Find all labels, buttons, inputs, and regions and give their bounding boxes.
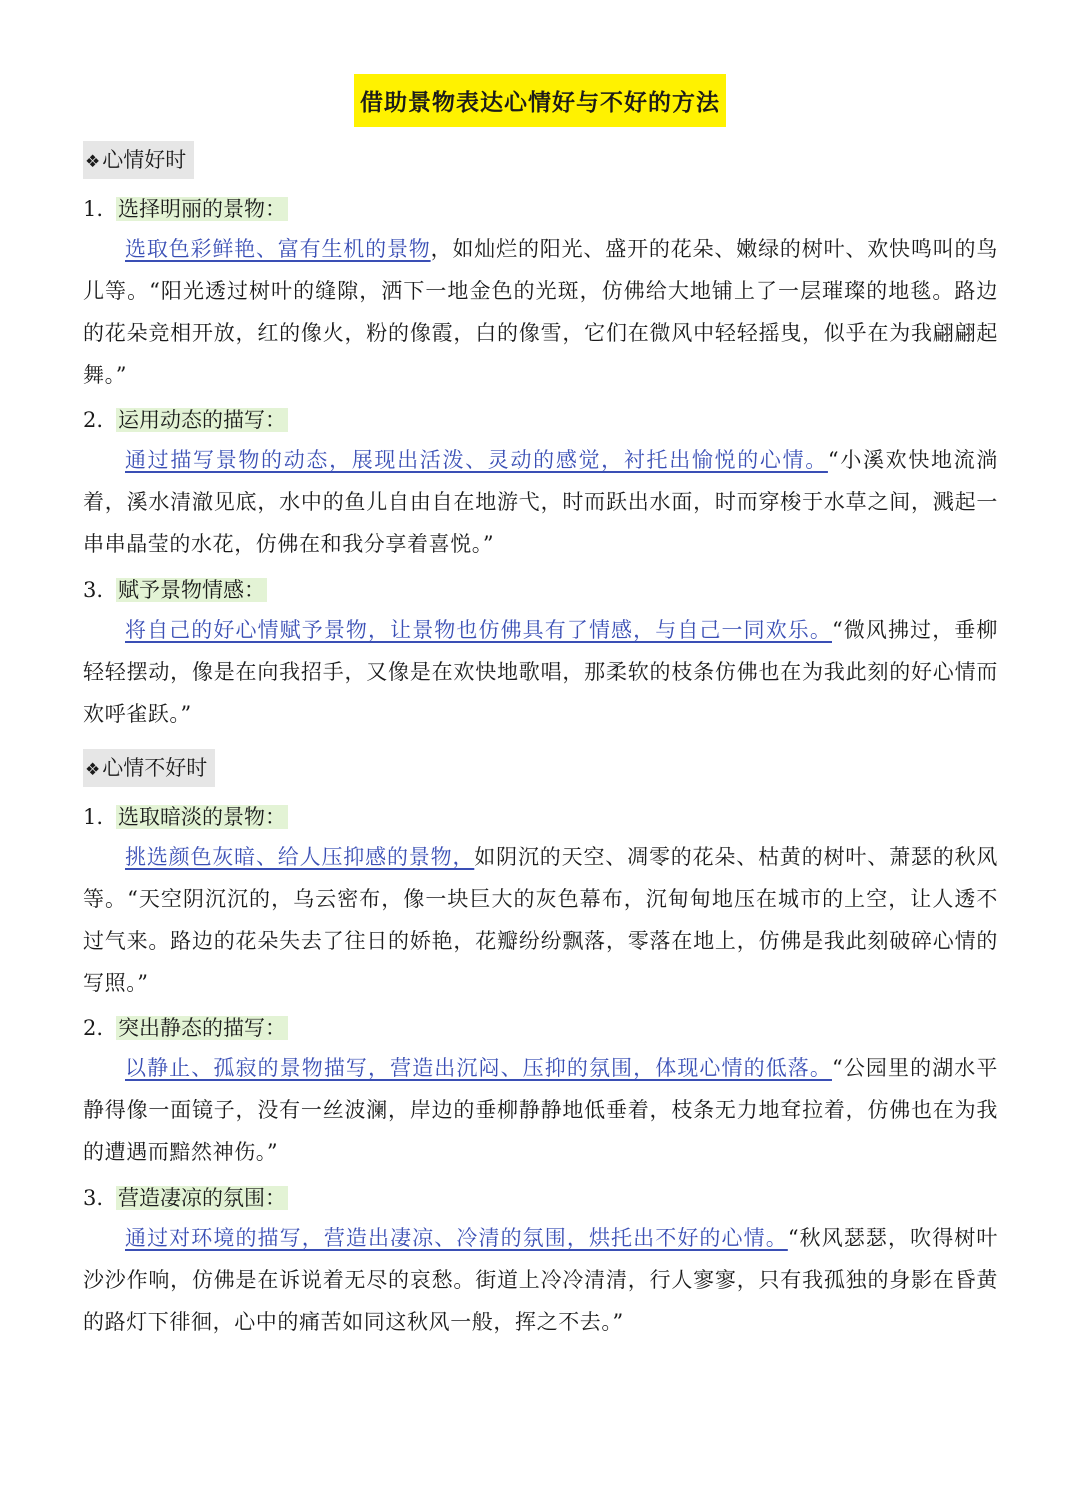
item-number: 2. xyxy=(83,408,104,432)
item-number: 3. xyxy=(83,1186,104,1210)
item-lead: 挑选颜色灰暗、给人压抑感的景物， xyxy=(125,845,475,869)
good-item-2 xyxy=(83,405,998,565)
item-heading xyxy=(83,194,998,224)
section-heading xyxy=(83,749,215,787)
item-title: 突出静态的描写： xyxy=(118,1016,286,1040)
item-paragraph xyxy=(83,228,998,396)
good-item-1 xyxy=(83,194,998,396)
item-paragraph xyxy=(83,1217,998,1343)
item-lead: 将自己的好心情赋予景物，让景物也仿佛具有了情感，与自己一同欢乐。 xyxy=(125,618,832,642)
item-number: 1. xyxy=(83,197,104,221)
item-number: 1. xyxy=(83,805,104,829)
good-item-3 xyxy=(83,575,998,735)
item-body: 如阴沉的天空、凋零的花朵、枯黄的树叶、萧瑟的秋风等。“天空阴沉沉的，乌云密布，像一块巨大的灰色幕布，沉甸甸地压在城市的上空，让人透不过气来。路边的花朵失去了往日的娇艳，花瓣纷纷飘落，零落在地上，仿佛是我此刻破碎心情的写照。” xyxy=(83,845,998,995)
item-title: 选取暗淡的景物： xyxy=(118,805,286,829)
item-body: “公园里的湖水平静得像一面镜子，没有一丝波澜，岸边的垂柳静静地低垂着，枝条无力地耷拉着，仿佛也在为我的遭遇而黯然神伤。” xyxy=(83,1056,998,1164)
item-number: 3. xyxy=(83,578,104,602)
bad-item-2 xyxy=(83,1013,998,1173)
item-heading xyxy=(83,802,998,832)
item-title: 运用动态的描写： xyxy=(118,408,286,432)
title-wrapper xyxy=(0,74,1080,127)
item-lead: 以静止、孤寂的景物描写，营造出沉闷、压抑的氛围，体现心情的低落。 xyxy=(125,1056,832,1080)
bad-item-1 xyxy=(83,802,998,1004)
diamond-bullet-icon: ❖ xyxy=(85,760,101,780)
item-body: “秋风瑟瑟，吹得树叶沙沙作响，仿佛是在诉说着无尽的哀愁。街道上冷冷清清，行人寥寥，只有我孤独的身影在昏黄的路灯下徘徊，心中的痛苦如同这秋风一般，挥之不去。” xyxy=(83,1226,998,1334)
item-title: 选择明丽的景物： xyxy=(118,197,286,221)
item-title: 营造凄凉的氛围： xyxy=(118,1186,286,1210)
item-heading xyxy=(83,1183,998,1213)
item-lead: 通过描写景物的动态，展现出活泼、灵动的感觉，衬托出愉悦的心情。 xyxy=(125,448,828,472)
item-heading xyxy=(83,405,998,435)
item-heading xyxy=(83,1013,998,1043)
section-heading xyxy=(83,141,194,179)
section-heading-text: 心情不好时 xyxy=(102,756,208,780)
item-title: 赋予景物情感： xyxy=(118,578,265,602)
diamond-bullet-icon: ❖ xyxy=(85,152,101,172)
item-paragraph xyxy=(83,609,998,735)
section-good-mood-heading xyxy=(83,141,1003,179)
page-title: 借助景物表达心情好与不好的方法 xyxy=(354,74,726,127)
item-heading xyxy=(83,575,998,605)
item-body: ，如灿烂的阳光、盛开的花朵、嫩绿的树叶、欢快鸣叫的鸟儿等。“阳光透过树叶的缝隙，洒下一地金色的光斑，仿佛给大地铺上了一层璀璨的地毯。路边的花朵竞相开放，红的像火，粉的像霞，白的像雪，它们在微风中轻轻摇曳，似乎在为我翩翩起舞。” xyxy=(83,237,998,387)
item-lead: 选取色彩鲜艳、富有生机的景物 xyxy=(125,237,431,261)
item-paragraph xyxy=(83,1047,998,1173)
item-paragraph xyxy=(83,439,998,565)
item-body: “微风拂过，垂柳轻轻摆动，像是在向我招手，又像是在欢快地歌唱，那柔软的枝条仿佛也在为我此刻的好心情而欢呼雀跃。” xyxy=(83,618,998,726)
bad-item-3 xyxy=(83,1183,998,1343)
item-lead: 通过对环境的描写，营造出凄凉、冷清的氛围，烘托出不好的心情。 xyxy=(125,1226,788,1250)
item-body: “小溪欢快地流淌着，溪水清澈见底，水中的鱼儿自由自在地游弋，时而跃出水面，时而穿梭于水草之间，溅起一串串晶莹的水花，仿佛在和我分享着喜悦。” xyxy=(83,448,998,556)
item-number: 2. xyxy=(83,1016,104,1040)
item-paragraph xyxy=(83,836,998,1004)
section-bad-mood-heading xyxy=(83,749,1003,787)
section-heading-text: 心情好时 xyxy=(102,148,187,172)
